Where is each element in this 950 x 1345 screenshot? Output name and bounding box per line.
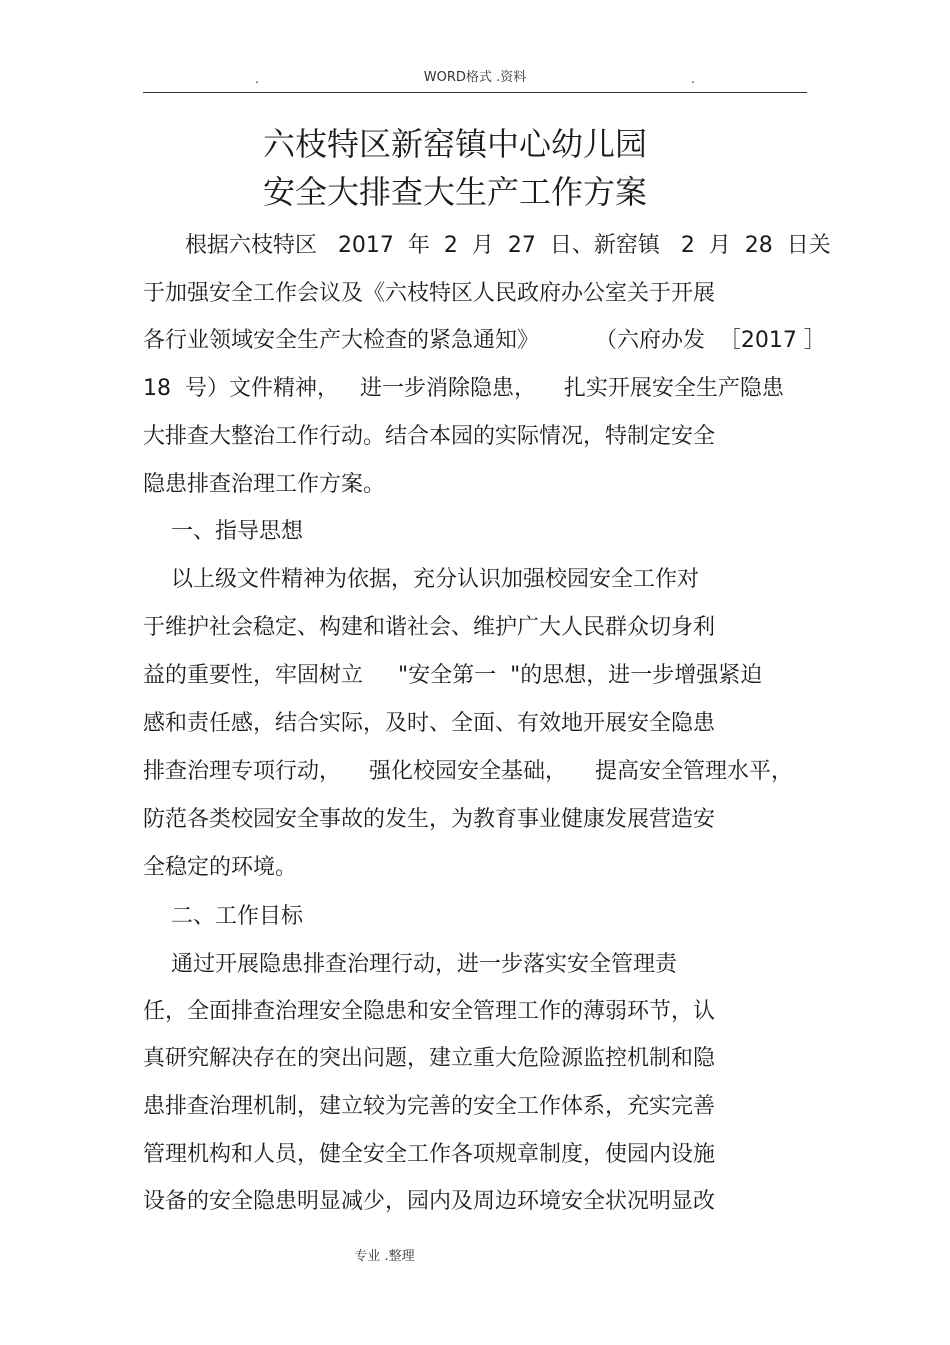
body-line: 设备的安全隐患明显减少，园内及周边环境安全状况明显改 xyxy=(143,1189,716,1214)
section-heading-guiding-ideology: 一、指导思想 xyxy=(143,519,303,544)
header-dot-right: . xyxy=(691,72,695,86)
body-line: 益的重要性，牢固树立 "安全第一 "的思想，进一步增强紧迫 xyxy=(143,663,763,688)
body-line: 18 号）文件精神， 进一步消除隐患， 扎实开展安全生产隐患 xyxy=(143,376,784,401)
body-line: 任，全面排查治理安全隐患和安全管理工作的薄弱环节，认 xyxy=(143,999,716,1024)
body-line: 于维护社会稳定、构建和谐社会、维护广大人民群众切身利 xyxy=(143,615,716,640)
body-line: 大排查大整治工作行动。结合本园的实际情况，特制定安全 xyxy=(143,424,716,449)
body-line: 于加强安全工作会议及《六枝特区人民政府办公室关于开展 xyxy=(143,281,716,306)
header-text: WORD格式 .资料 xyxy=(423,70,527,85)
body-line: 各行业领域安全生产大检查的紧急通知》 （六府办发 ［2017 ］ xyxy=(143,328,826,353)
header-dot-left: . xyxy=(255,72,259,86)
section-heading-work-goals: 二、工作目标 xyxy=(143,904,303,929)
body-line: 隐患排查治理工作方案。 xyxy=(143,472,386,497)
body-line: 防范各类校园安全事故的发生，为教育事业健康发展营造安 xyxy=(143,807,716,832)
body-line: 患排查治理机制，建立较为完善的安全工作体系，充实完善 xyxy=(143,1094,716,1119)
body-line: 以上级文件精神为依据，充分认识加强校园安全工作对 xyxy=(143,567,699,592)
body-line: 全稳定的环境。 xyxy=(143,855,298,880)
body-line: 感和责任感，结合实际，及时、全面、有效地开展安全隐患 xyxy=(143,711,716,736)
document-title-line-2: 安全大排查大生产工作方案 xyxy=(262,173,647,211)
page-header xyxy=(143,66,807,93)
body-line: 通过开展隐患排查治理行动，进一步落实安全管理责 xyxy=(143,952,677,977)
body-line: 根据六枝特区 2017 年 2 月 27 日、新窑镇 2 月 28 日关 xyxy=(143,233,831,258)
page-footer: 专业 .整理 xyxy=(354,1249,415,1264)
body-line: 真研究解决存在的突出问题，建立重大危险源监控机制和隐 xyxy=(143,1046,716,1071)
document-title-line-1: 六枝特区新窑镇中心幼儿园 xyxy=(262,125,647,163)
body-line: 管理机构和人员，健全安全工作各项规章制度，使园内设施 xyxy=(143,1142,716,1167)
body-line: 排查治理专项行动， 强化校园安全基础， 提高安全管理水平， xyxy=(143,759,793,784)
